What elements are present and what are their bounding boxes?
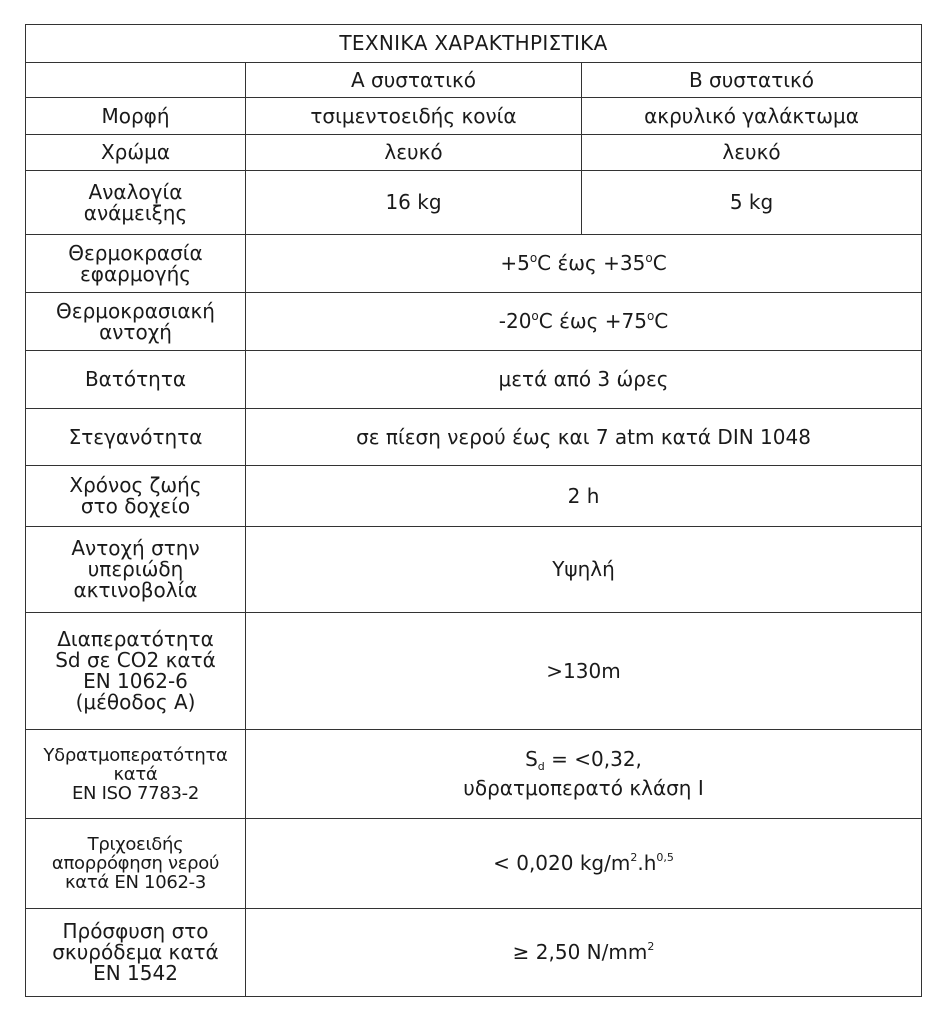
table-row <box>26 409 922 466</box>
table-row <box>26 98 922 135</box>
table-row <box>26 909 922 997</box>
row-label-temperature-resistance <box>26 293 246 351</box>
value-part: .h <box>637 851 657 875</box>
degree-sign: o <box>529 251 538 265</box>
mix-a-value: 16 kg <box>246 171 582 235</box>
vapor-permeability-value <box>246 730 922 819</box>
label-line: απορρόφηση νερού <box>51 853 220 874</box>
table-row <box>26 235 922 293</box>
column-b-header: Β συστατικό <box>582 63 922 98</box>
value-part: = <0,32, <box>544 747 642 771</box>
value-part: C έως +75 <box>538 309 647 333</box>
square-superscript: 2 <box>647 940 655 953</box>
row-label-adhesion <box>26 909 246 997</box>
label-line: EN ISO 7783-2 <box>71 782 200 804</box>
column-a-header: Α συστατικό <box>246 63 582 98</box>
row-label-color: Χρώμα <box>26 135 246 171</box>
label-line: Υδρατμοπερατότητα <box>43 744 228 766</box>
row-label-uv-resistance <box>26 527 246 613</box>
spec-table-container <box>25 24 921 997</box>
label-line: Αντοχή στην <box>71 536 200 560</box>
label-line: EN 1062-6 <box>83 669 188 693</box>
sd-symbol: S <box>525 747 538 771</box>
table-row <box>26 466 922 527</box>
square-superscript: 2 <box>630 851 638 864</box>
label-line: ακτινοβολία <box>73 578 198 602</box>
color-b-value: λευκό <box>582 135 922 171</box>
label-line: EN 1542 <box>93 961 178 985</box>
label-line: ανάμειξης <box>83 200 188 225</box>
adhesion-value <box>246 909 922 997</box>
table-row <box>26 527 922 613</box>
row-label-pot-life <box>26 466 246 527</box>
label-line: Πρόσφυση στο <box>62 919 209 943</box>
label-line: Θερμοκρασία <box>68 240 203 265</box>
form-a-value: τσιμεντοειδής κονία <box>246 98 582 135</box>
table-row <box>26 351 922 409</box>
label-line: Αναλογία <box>88 179 183 204</box>
value-part: < 0,020 kg/m <box>493 851 631 875</box>
label-line: Sd σε CO2 κατά <box>55 648 216 672</box>
title-row <box>26 25 922 63</box>
label-line: εφαρμογής <box>79 261 192 286</box>
technical-specs-table <box>25 24 922 997</box>
mix-b-value: 5 kg <box>582 171 922 235</box>
value-part: C <box>652 251 667 275</box>
label-line: (μέθοδος Α) <box>75 690 196 714</box>
value-part: -20 <box>498 309 532 333</box>
row-label-capillary-absorption <box>26 819 246 909</box>
color-a-value: λευκό <box>246 135 582 171</box>
degree-sign: o <box>645 251 653 265</box>
label-line: υπεριώδη <box>87 557 184 581</box>
header-row <box>26 63 922 98</box>
value-part: ≥ 2,50 N/mm <box>512 940 648 964</box>
degree-sign: o <box>646 309 655 323</box>
label-line: αντοχή <box>99 319 172 344</box>
co2-permeability-value: >130m <box>246 613 922 730</box>
pot-life-value: 2 h <box>246 466 922 527</box>
row-label-co2-permeability <box>26 613 246 730</box>
value-part: C έως +35 <box>537 251 646 275</box>
empty-header-cell <box>26 63 246 98</box>
label-line: Διαπερατότητα <box>57 627 214 651</box>
walkability-value: μετά από 3 ώρες <box>246 351 922 409</box>
row-label-application-temperature <box>26 235 246 293</box>
degree-sign: o <box>531 309 539 323</box>
label-line: κατά <box>113 763 158 785</box>
row-label-mix <box>26 171 246 235</box>
label-line: Τριχοειδής <box>87 834 184 855</box>
table-row <box>26 819 922 909</box>
exponent-superscript: 0,5 <box>656 851 674 864</box>
value-part: C <box>654 309 669 333</box>
label-line: κατά EN 1062-3 <box>64 872 206 893</box>
row-label-form: Μορφή <box>26 98 246 135</box>
row-label-walkability: Βατότητα <box>26 351 246 409</box>
label-line: Θερμοκρασιακή <box>56 298 215 323</box>
label-line: σκυρόδεμα κατά <box>52 940 219 964</box>
table-row <box>26 135 922 171</box>
table-title: ΤΕΧΝΙΚΑ ΧΑΡΑΚΤΗΡΙΣΤΙΚΑ <box>26 25 922 63</box>
table-row <box>26 171 922 235</box>
capillary-absorption-value <box>246 819 922 909</box>
vapor-class-line: υδρατμοπερατό κλάση Ι <box>463 776 704 800</box>
temperature-resistance-value <box>246 293 922 351</box>
label-line: Χρόνος ζωής <box>69 473 202 497</box>
row-label-waterproofing: Στεγανότητα <box>26 409 246 466</box>
label-line: στο δοχείο <box>80 494 191 518</box>
table-row <box>26 730 922 819</box>
waterproofing-value: σε πίεση νερού έως και 7 atm κατά DIN 1048 <box>246 409 922 466</box>
uv-resistance-value: Υψηλή <box>246 527 922 613</box>
table-row <box>26 613 922 730</box>
form-b-value: ακρυλικό γαλάκτωμα <box>582 98 922 135</box>
value-part: +5 <box>500 251 530 275</box>
sd-subscript: d <box>537 760 545 773</box>
vapor-value-line <box>250 747 917 773</box>
row-label-vapor-permeability <box>26 730 246 819</box>
application-temperature-value <box>246 235 922 293</box>
table-row <box>26 293 922 351</box>
